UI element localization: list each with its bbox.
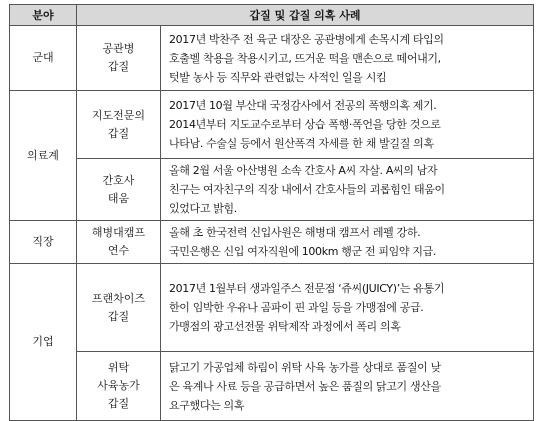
table-row: [10, 352, 534, 421]
case-description-cell: 올해 2월 서울 아산병원 소속 간호사 A씨 자살. A씨의 남자 친구는 여자친구의 직장 내에서 간호사들의 괴롭힘인 태움이 있었다고 밝힘.: [161, 159, 534, 221]
abuse-cases-table: [9, 4, 534, 421]
area-cell: 기업: [10, 264, 77, 421]
sub-category-cell: 프랜차이즈 갑질: [77, 264, 161, 352]
header-row: [10, 5, 534, 26]
header-area: 분야: [10, 5, 77, 26]
table-row: [10, 264, 534, 352]
table-row: [10, 26, 534, 91]
case-description-cell: 올해 초 한국전력 신입사원은 해병대 캠프서 레펠 강하. 국민은행은 신입 여자직원에 100km 행군 전 피임약 지급.: [161, 221, 534, 264]
sub-category-cell: 해병대캠프 연수: [77, 221, 161, 264]
sub-category-cell: 간호사 태움: [77, 159, 161, 221]
sub-category-cell: 위탁 사육농가 갑질: [77, 352, 161, 421]
case-description-cell: 2017년 10월 부산대 국정감사에서 전공의 폭행의혹 제기. 2014년부터 지도교수로부터 상습 폭행·폭언을 당한 것으로 나타남. 수술실 등에서 원산폭격 자세를 한 채 발길질 의혹: [161, 91, 534, 159]
case-description-cell: 2017년 1월부터 생과일주스 전문점 ‘쥬씨(JUICY)’는 유통기 한이 임박한 우유나 곰파이 핀 과일 등을 가맹점에 공급. 가맹점의 광고선전물 위탁제작 과정에서 폭리 의혹: [161, 264, 534, 352]
sub-category-cell: 지도전문의 갑질: [77, 91, 161, 159]
sub-category-cell: 공관병 갑질: [77, 26, 161, 91]
table-row: [10, 91, 534, 159]
header-cases: 갑질 및 갑질 의혹 사례: [77, 5, 534, 26]
table-row: [10, 221, 534, 264]
case-description-cell: 닭고기 가공업체 하림이 위탁 사육 농가를 상대로 품질이 낮 은 육계나 사료 등을 공급하면서 높은 품질의 닭고기 생산을 요구했다는 의혹: [161, 352, 534, 421]
case-description-cell: 2017년 박찬주 전 육군 대장은 공관병에게 손목시계 타입의 호출벨 착용을 착용시키고, 뜨거운 떡을 맨손으로 떼어내기, 텃밭 농사 등 직무와 관련없는 사적인 일을 시킴: [161, 26, 534, 91]
area-cell: 군대: [10, 26, 77, 91]
area-cell: 의료계: [10, 91, 77, 221]
area-cell: 직장: [10, 221, 77, 264]
table-row: [10, 159, 534, 221]
